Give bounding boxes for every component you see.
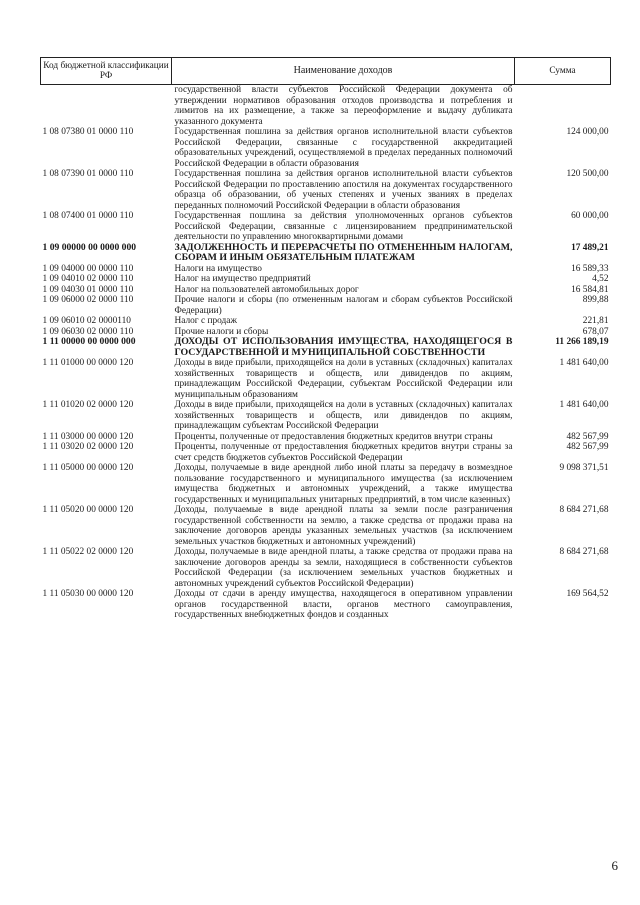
row-sum: 221,81 xyxy=(582,316,609,326)
table-row-section xyxy=(41,243,611,264)
row-sum: 678,07 xyxy=(582,326,609,337)
row-code: 1 11 05020 00 0000 120 xyxy=(42,505,134,515)
header-sum: Сумма xyxy=(515,58,611,85)
row-sum: 8 684 271,68 xyxy=(559,547,609,557)
row-name: Доходы, получаемые в виде арендной платы, а также средства от продажи права на заключение договоров аренды за земли, находящиеся в собственности субъектов Российской Федерации (за исключением земельных участков бюджетных и автономных учреждений субъектов Российской Федерации) xyxy=(174,547,513,589)
table-row xyxy=(41,211,611,243)
row-sum: 16 584,81 xyxy=(571,284,609,295)
row-name: Налоги на имущество xyxy=(174,263,262,274)
row-name: Проценты, полученные от предоставления бюджетных кредитов внутри страны за счет средств бюджетов субъектов Российской Федерации xyxy=(174,442,513,463)
row-name: Налог с продаж xyxy=(174,316,237,326)
table-row xyxy=(41,316,611,327)
table-row xyxy=(41,547,611,589)
row-name: ДОХОДЫ ОТ ИСПОЛЬЗОВАНИЯ ИМУЩЕСТВА, НАХОДЯЩЕГОСЯ В ГОСУДАРСТВЕННОЙ И МУНИЦИПАЛЬНОЙ СОБСТВЕННОСТИ xyxy=(174,336,513,358)
row-code: 1 09 04010 02 0000 110 xyxy=(42,274,134,284)
table-row xyxy=(41,85,611,128)
table-row xyxy=(41,264,611,275)
row-code: 1 11 03000 00 0000 120 xyxy=(42,431,134,442)
row-code: 1 08 07400 01 0000 110 xyxy=(42,211,134,221)
table-row xyxy=(41,400,611,432)
table-row xyxy=(41,589,611,621)
table-row xyxy=(41,442,611,463)
row-code: 1 11 05022 02 0000 120 xyxy=(42,547,134,557)
row-code: 1 09 04030 01 0000 110 xyxy=(42,284,134,295)
row-code: 1 11 01020 02 0000 120 xyxy=(42,400,134,410)
row-code: 1 11 05030 00 0000 120 xyxy=(42,589,134,599)
row-code: 1 09 06030 02 0000 110 xyxy=(42,326,134,337)
row-sum: 482 567,99 xyxy=(566,431,609,442)
row-code xyxy=(41,85,172,128)
row-sum: 16 589,33 xyxy=(571,263,609,274)
row-sum: 1 481 640,00 xyxy=(559,400,609,410)
row-code: 1 11 01000 00 0000 120 xyxy=(42,358,134,368)
row-code: 1 11 03020 02 0000 120 xyxy=(42,442,134,452)
row-name: Налог на имущество предприятий xyxy=(174,274,311,284)
row-code: 1 09 00000 00 0000 000 xyxy=(42,241,137,253)
table-row-section xyxy=(41,337,611,358)
row-sum: 899,88 xyxy=(582,295,609,305)
row-sum: 11 266 189,19 xyxy=(555,337,609,347)
document-page xyxy=(40,57,610,621)
row-name: Доходы в виде прибыли, приходящейся на доли в уставных (складочных) капиталах хозяйственных товариществ и обществ, или дивидендов по акциям, принадлежащим Российской Федерации, субъектам Российской Федерации или муниципальным образованиям xyxy=(174,358,513,400)
income-table xyxy=(40,57,611,621)
row-sum: 60 000,00 xyxy=(571,211,609,221)
table-row xyxy=(41,463,611,505)
row-code: 1 11 05000 00 0000 120 xyxy=(42,463,134,473)
table-header-row xyxy=(41,58,611,85)
row-name: Доходы в виде прибыли, приходящейся на доли в уставных (складочных) капиталах хозяйственных товариществ и обществ, или дивидендов по акциям, принадлежащим субъектам Российской Федерации xyxy=(174,400,513,431)
table-row xyxy=(41,127,611,169)
row-code: 1 11 00000 00 0000 000 xyxy=(42,336,136,347)
row-sum: 9 098 371,51 xyxy=(559,463,609,473)
table-row xyxy=(41,295,611,316)
row-name: Доходы от сдачи в аренду имущества, находящегося в оперативном управлении органов государственной власти, органов местного самоуправления, государственных внебюджетных фондов и созданных xyxy=(174,589,513,620)
row-name: Доходы, получаемые в виде арендной либо иной платы за передачу в возмездное пользование государственного и муниципального имущества (за исключением имущества бюджетных и автономных учреждений, а также имущества государственных и муниципальных унитарных предприятий, в том числе казенных) xyxy=(174,463,513,505)
row-name: ЗАДОЛЖЕННОСТЬ И ПЕРЕРАСЧЕТЫ ПО ОТМЕНЕННЫМ НАЛОГАМ, СБОРАМ И ИНЫМ ОБЯЗАТЕЛЬНЫМ ПЛАТЕЖАМ xyxy=(174,241,513,263)
row-sum: 169 564,52 xyxy=(566,589,609,599)
row-sum: 17 489,21 xyxy=(571,242,609,253)
row-name: государственной власти субъектов Российской Федерации документа об утверждении нормативов образования отходов производства и потребления и лимитов на их размещение, а также за переоформление и выдачу дубликата указанного документа xyxy=(172,85,515,128)
row-code: 1 09 04000 00 0000 110 xyxy=(42,263,134,274)
row-name: Государственная пошлина за действия органов исполнительной власти субъектов Российской Федерации по проставлению апостиля на документах государственного образца об образовании, об ученых степенях и ученых званиях в пределах переданных полномочий Российской Федерации в области образования xyxy=(174,169,513,211)
table-row xyxy=(41,358,611,400)
row-name: Государственная пошлина за действия органов исполнительной власти субъектов Российской Федерации, связанные с государственной аккредитацией образовательных учреждений, осуществляемой в пределах переданных полномочий Российской Федерации в области образования xyxy=(174,127,513,169)
row-sum: 124 000,00 xyxy=(566,127,609,137)
row-code: 1 09 06000 02 0000 110 xyxy=(42,295,134,305)
row-name: Проценты, полученные от предоставления бюджетных кредитов внутри страны xyxy=(174,431,493,442)
row-code: 1 09 06010 02 0000110 xyxy=(42,316,131,326)
row-name: Налог на пользователей автомобильных дорог xyxy=(174,284,359,295)
row-sum xyxy=(515,85,611,128)
row-sum: 120 500,00 xyxy=(566,169,609,179)
page-number: 6 xyxy=(611,858,618,873)
row-sum: 482 567,99 xyxy=(566,442,609,452)
table-row xyxy=(41,505,611,547)
table-row xyxy=(41,432,611,443)
row-code: 1 08 07380 01 0000 110 xyxy=(42,127,134,137)
table-row xyxy=(41,274,611,285)
row-sum: 4,52 xyxy=(592,274,609,284)
row-code: 1 08 07390 01 0000 110 xyxy=(42,169,134,179)
header-name: Наименование доходов xyxy=(172,58,515,85)
row-name: Прочие налоги и сборы (по отмененным налогам и сборам субъектов Российской Федерации) xyxy=(174,295,513,316)
table-row xyxy=(41,169,611,211)
header-code: Код бюджетной классификации РФ xyxy=(41,58,172,85)
table-row xyxy=(41,285,611,296)
row-name: Доходы, получаемые в виде арендной платы за земли после разграничения государственной собственности на землю, а также средства от продажи права на заключение договоров аренды указанных земельных участков (за исключением земельных участков бюджетных и автономных учреждений) xyxy=(174,505,513,547)
row-name: Прочие налоги и сборы xyxy=(174,326,269,337)
row-name: Государственная пошлина за действия уполномоченных органов субъектов Российской Федерации, связанные с лицензированием предпринимательской деятельности по управлению многоквартирными домами xyxy=(174,211,513,242)
row-sum: 1 481 640,00 xyxy=(559,358,609,368)
row-sum: 8 684 271,68 xyxy=(559,505,609,515)
